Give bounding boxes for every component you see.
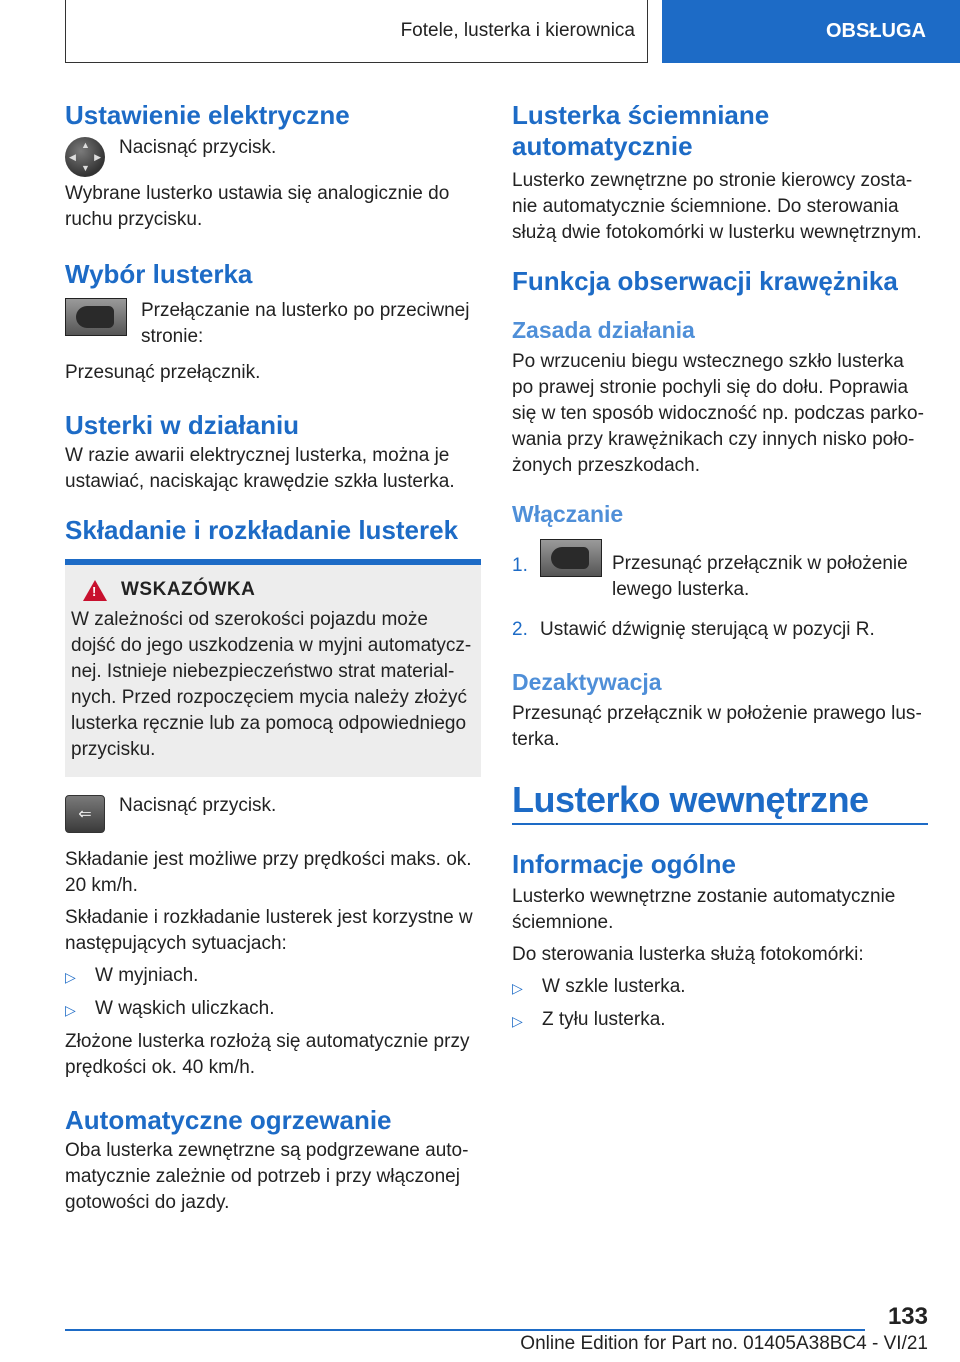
list-item <box>65 996 481 1023</box>
heading-electric-adjust: Ustawienie elektryczne <box>65 100 350 130</box>
text-deactivation: Przesunąć przełącznik w położenie prawego lusterka. <box>512 703 922 750</box>
right-column <box>512 100 928 1034</box>
list-item <box>512 974 928 1001</box>
note-box <box>65 565 481 777</box>
heading-auto-heating: Automatyczne ogrzewanie <box>65 1105 392 1135</box>
heading-interior-mirror: Lusterko wewnętrzne <box>512 779 869 820</box>
list-item-text: Z tyłu lusterka. <box>542 1009 666 1030</box>
left-column <box>65 100 481 1216</box>
text-press-fold-button: Nacisnąć przycisk. <box>119 795 277 816</box>
subheading-deactivation: Dezaktywacja <box>512 669 662 695</box>
note-text: W zależności od szerokości pojazdu może dojść do jego uszkodzenia w myjni automatycznej. Istnieje niebezpieczeństwo strat materialnych. Przed rozpoczęciem mycia należy złożyć lusterka ręcznie lub za pomocą odpowiedniego przycisku. <box>71 609 472 760</box>
mirror-switch-icon <box>540 539 602 577</box>
list-item <box>512 1007 928 1034</box>
heading-folding: Składanie i rozkładanie lusterek <box>65 515 459 545</box>
subheading-activation: Włączanie <box>512 501 624 527</box>
fold-button-row <box>65 795 481 833</box>
list-item-text: W szkle lusterka. <box>542 976 686 997</box>
mirror-switch-icon <box>65 298 127 336</box>
text-auto-heating: Oba lusterka zewnętrzne są podgrzewane automatycznie zależnie od potrzeb i przy włączonej gotowości do jazdy. <box>65 1140 469 1213</box>
heading-mirror-select: Wybór lusterka <box>65 259 253 289</box>
triangle-bullet-icon: ▷ <box>65 1002 76 1018</box>
heading-malfunction: Usterki w działaniu <box>65 410 300 440</box>
subheading-principle: Zasada działania <box>512 317 695 343</box>
text-press-button: Nacisnąć przycisk. <box>119 137 277 158</box>
list-item <box>512 539 928 600</box>
joystick-row <box>65 135 481 177</box>
text-fold-situations: Składanie i rozkładanie lusterek jest korzystne w następujących sytuacjach: <box>65 907 473 954</box>
photocells-list <box>512 974 928 1034</box>
header-section-title <box>65 0 648 63</box>
joystick-icon: ▲ ▼ ◀ ▶ <box>65 137 105 177</box>
list-item-text: W myjniach. <box>95 965 199 986</box>
triangle-bullet-icon: ▷ <box>512 980 523 996</box>
text-interior-auto-dim: Lusterko wewnętrzne zostanie automatycznie ściemnione. <box>512 886 896 933</box>
list-item <box>512 617 928 643</box>
footer-edition: Online Edition for Part no. 01405A38BC4 - VI/21 <box>520 1333 928 1354</box>
text-fold-speed: Składanie jest możliwe przy prędkości maks. ok. 20 km/h. <box>65 849 472 896</box>
step-text: Ustawić dźwignię sterującą w pozycji R. <box>540 619 875 640</box>
tab-label: OBSŁUGA <box>826 20 926 42</box>
heading-general-info: Informacje ogólne <box>512 849 736 879</box>
fold-situations-list <box>65 963 481 1023</box>
note-heading: WSKAZÓWKA <box>121 579 256 600</box>
step-number: 2. <box>512 619 528 640</box>
footer-divider <box>65 1329 865 1331</box>
text-adjust-mirror: Wybrane lusterko ustawia się analogicznie do ruchu przycisku. <box>65 183 450 230</box>
heading-auto-dimming: Lusterka ściemniane automatycznie <box>512 100 770 161</box>
step-text: Przesunąć przełącznik w położenie lewego lusterka. <box>612 553 908 600</box>
header-tab <box>662 0 960 63</box>
activation-steps <box>512 539 928 643</box>
text-auto-unfold: Złożone lusterka rozłożą się automatycznie przy prędkości ok. 40 km/h. <box>65 1031 470 1078</box>
text-photocells: Do sterowania lusterka służą fotokomórki: <box>512 944 864 965</box>
triangle-bullet-icon: ▷ <box>65 969 76 985</box>
page-number: 133 <box>887 1303 928 1330</box>
triangle-bullet-icon: ▷ <box>512 1013 523 1029</box>
warning-triangle-icon <box>83 580 107 601</box>
step-number: 1. <box>512 555 528 576</box>
section-title-text: Fotele, lusterka i kierownica <box>400 20 635 41</box>
list-item <box>65 963 481 990</box>
text-principle: Po wrzuceniu biegu wstecznego szkło lusterka po prawej stronie pochyli się do dołu. Poprawia się w ten sposób widoczność np. podczas parkowania przy krawężnikach czy innych nisko położonych przeszkodach. <box>512 351 924 476</box>
section-divider <box>512 823 928 825</box>
note-title-row <box>71 579 473 601</box>
text-malfunction: W razie awarii elektrycznej lusterka, można je ustawiać, naciskając krawędzie szkła lusterka. <box>65 445 455 492</box>
text-move-switch: Przesunąć przełącznik. <box>65 362 261 383</box>
list-item-text: W wąskich uliczkach. <box>95 998 275 1019</box>
heading-curb-function: Funkcja obserwacji krawężnika <box>512 266 898 296</box>
text-auto-dimming: Lusterko zewnętrzne po stronie kierowcy zostanie automatycznie ściemnione. Do sterowania służą dwie fotokomórki w lusterku wewnętrznym. <box>512 170 922 243</box>
text-switch-opposite: Przełączanie na lusterko po przeciwnej stronie: <box>141 300 470 347</box>
fold-mirror-icon: ⇐ <box>65 795 105 833</box>
mirror-switch-row <box>65 298 481 350</box>
